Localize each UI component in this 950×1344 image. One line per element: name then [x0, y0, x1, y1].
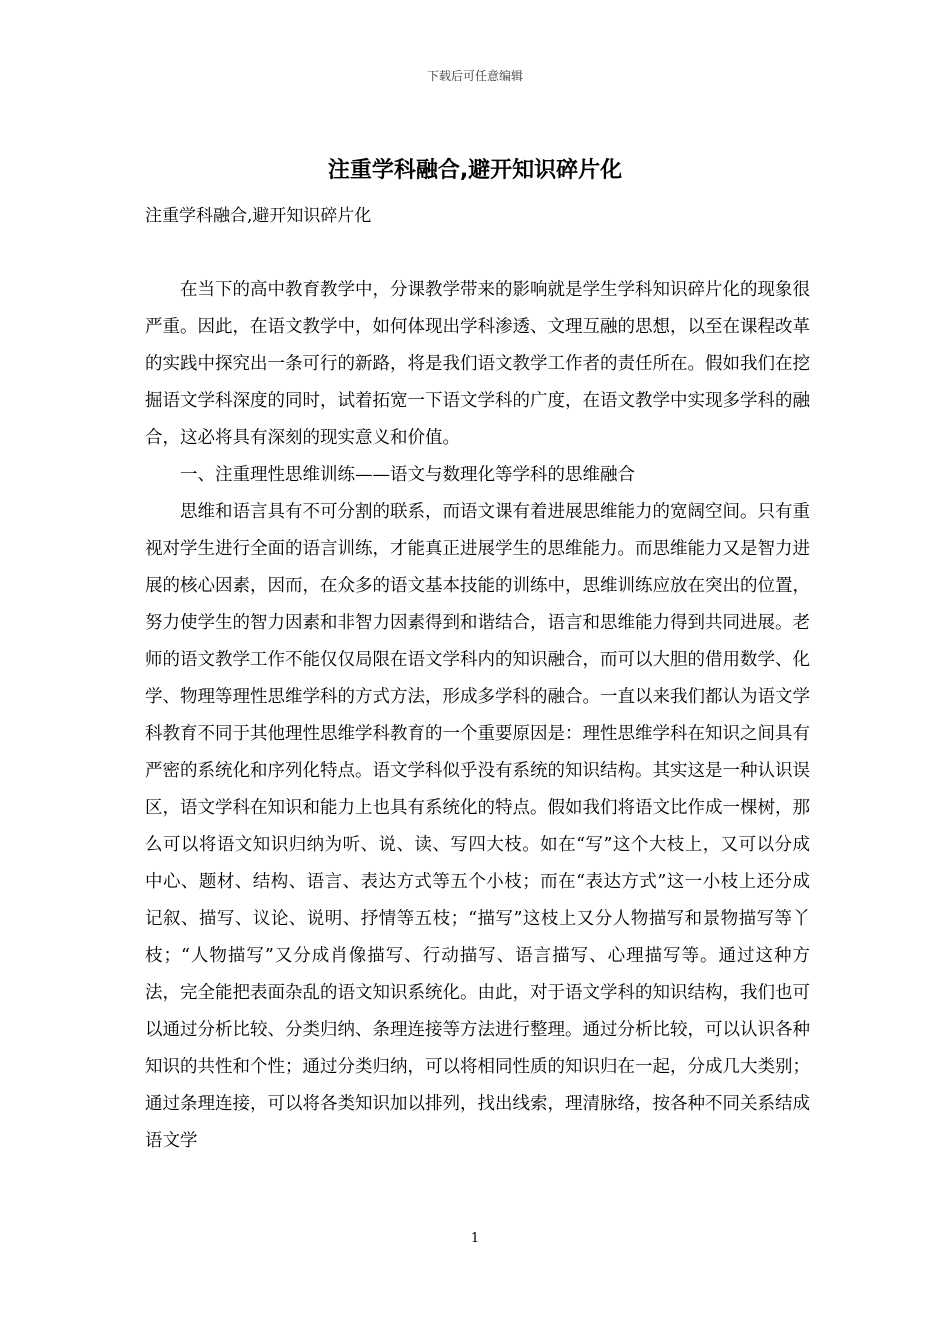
document-title: 注重学科融合,避开知识碎片化 [327, 158, 623, 183]
document-body [145, 272, 810, 1160]
paragraph-section-1: 思维和语言具有不可分割的联系，而语文课有着进展思维能力的宽阔空间。只有重视对学生进行全面的语言训练，才能真正进展学生的思维能力。而思维能力又是智力进展的核心因素，因而，在众多的语文基本技能的训练中，思维训练应放在突出的位置，努力使学生的智力因素和非智力因素得到和谐结合，语言和思维能力得到共同进展。老师的语文教学工作不能仅仅局限在语文学科内的知识融合，而可以大胆的借用数学、化学、物理等理性思维学科的方式方法，形成多学科的融合。一直以来我们都认为语文学科教育不同于其他理性思维学科教育的一个重要原因是：理性思维学科在知识之间具有严密的系统化和序列化特点。语文学科似乎没有系统的知识结构。其实这是一种认识误区，语文学科在知识和能力上也具有系统化的特点。假如我们将语文比作成一棵树，那么可以将语文知识归纳为听、说、读、写四大枝。如在“写”这个大枝上，又可以分成中心、题材、结构、语言、表达方式等五个小枝；而在“表达方式”这一小枝上还分成记叙、描写、议论、说明、抒情等五枝；“描写”这枝上又分人物描写和景物描写等丫枝；“人物描写”又分成肖像描写、行动描写、语言描写、心理描写等。通过这种方法，完全能把表面杂乱的语文知识系统化。由此，对于语文学科的知识结构，我们也可以通过分析比较、分类归纳、条理连接等方法进行整理。通过分析比较，可以认识各种知识的共性和个性；通过分类归纳，可以将相同性质的知识归在一起，分成几大类别；通过条理连接，可以将各类知识加以排列，找出线索，理清脉络，按各种不同关系结成语文学 [145, 502, 810, 1151]
paragraph-intro: 在当下的高中教育教学中，分课教学带来的影响就是学生学科知识碎片化的现象很严重。因此，在语文教学中，如何体现出学科渗透、文理互融的思想，以至在课程改革的实践中探究出一条可行的新路，将是我们语文教学工作者的责任所在。假如我们在挖掘语文学科深度的同时，试着拓宽一下语文学科的广度，在语文教学中实现多学科的融合，这必将具有深刻的现实意义和价值。 [145, 280, 810, 448]
page-number: 1 [470, 1231, 480, 1246]
document-subtitle: 注重学科融合,避开知识碎片化 [145, 206, 372, 226]
section-heading-1: 一、注重理性思维训练——语文与数理化等学科的思维融合 [180, 465, 635, 485]
header-note: 下载后可任意编辑 [426, 69, 523, 83]
